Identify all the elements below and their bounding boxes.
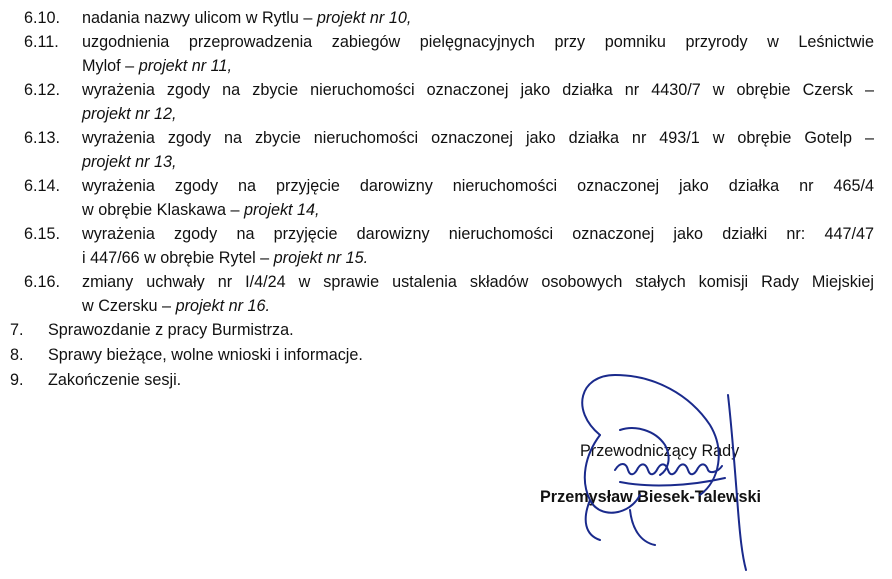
agenda-main-list: [10, 318, 363, 393]
agenda-subitem: [24, 78, 874, 126]
subitem-line: wyrażenia zgody na przyjęcie darowizny nieruchomości oznaczonej jako działki nr: 447/47: [82, 225, 874, 243]
agenda-subitem: [24, 174, 874, 222]
subitem-line: projekt nr 12,: [82, 105, 177, 123]
agenda-subitem: [24, 222, 874, 270]
subitem-text: [82, 222, 874, 270]
subitem-number: 6.14.: [24, 177, 61, 195]
subitem-text: [82, 270, 874, 318]
signer-name: Przemysław Biesek-Talewski: [540, 488, 762, 506]
item-number: 9.: [10, 371, 24, 389]
subitem-line: i 447/66 w obrębie Rytel – projekt nr 15.: [82, 249, 369, 267]
subitem-text: [82, 30, 874, 78]
subitem-number: 6.15.: [24, 225, 61, 243]
subitem-number: 6.13.: [24, 129, 61, 147]
subitem-line: wyrażenia zgody na zbycie nieruchomości oznaczonej jako działka nr 493/1 w obrębie Gotelp –: [82, 129, 874, 147]
item-number: 7.: [10, 321, 24, 339]
agenda-item: [10, 318, 363, 343]
subitem-line: wyrażenia zgody na przyjęcie darowizny nieruchomości oznaczonej jako działka nr 465/4: [82, 177, 874, 195]
subitem-line: zmiany uchwały nr I/4/24 w sprawie ustalenia składów osobowych stałych komisji Rady Miejskiej: [82, 273, 874, 291]
signer-role: Przewodniczący Rady: [580, 442, 740, 460]
agenda-item: [10, 368, 363, 393]
agenda-item: [10, 343, 363, 368]
subitem-text: [82, 174, 874, 222]
item-text: Sprawy bieżące, wolne wnioski i informacje.: [48, 346, 363, 364]
agenda-subitem: [24, 270, 874, 318]
item-text: Sprawozdanie z pracy Burmistrza.: [48, 321, 294, 339]
agenda-subitem: [24, 126, 874, 174]
subitem-number: 6.11.: [24, 33, 59, 51]
subitem-line: uzgodnienia przeprowadzenia zabiegów pielęgnacyjnych przy pomniku przyrody w Leśnictwie: [82, 33, 874, 51]
agenda-subitem: [24, 30, 874, 78]
agenda-subitems-list: [24, 6, 874, 318]
subitem-line: wyrażenia zgody na zbycie nieruchomości oznaczonej jako działka nr 4430/7 w obrębie Czersk –: [82, 81, 874, 99]
subitem-line: nadania nazwy ulicom w Rytlu – projekt nr 10,: [82, 9, 412, 27]
subitem-line: w obrębie Klaskawa – projekt 14,: [82, 201, 320, 219]
subitem-line: w Czersku – projekt nr 16.: [82, 297, 271, 315]
subitem-text: [82, 78, 874, 126]
subitem-text: [82, 126, 874, 174]
subitem-number: 6.12.: [24, 81, 61, 99]
subitem-text: [82, 6, 874, 30]
agenda-subitem: [24, 6, 874, 30]
handwritten-signature-icon: [560, 370, 790, 575]
item-text: Zakończenie sesji.: [48, 371, 182, 389]
subitem-number: 6.16.: [24, 273, 61, 291]
subitem-line: projekt nr 13,: [82, 153, 177, 171]
item-number: 8.: [10, 346, 24, 364]
subitem-number: 6.10.: [24, 9, 61, 27]
subitem-line: Mylof – projekt nr 11,: [82, 57, 232, 75]
